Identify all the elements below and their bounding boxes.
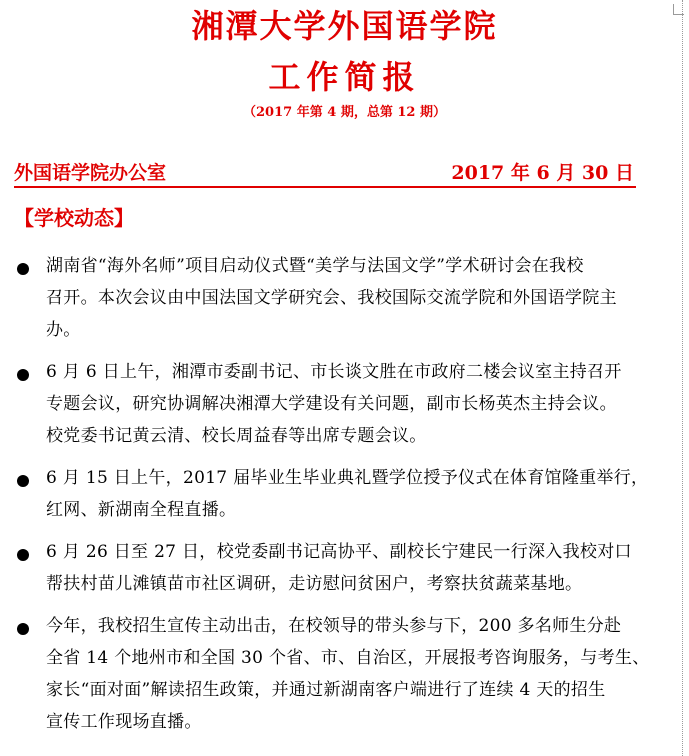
publication-date: 2017 年 6 月 30 日 xyxy=(451,162,634,184)
news-line: 6 月 15 日上午，2017 届毕业生毕业典礼暨学位授予仪式在体育馆隆重举行， xyxy=(46,468,649,488)
office-name: 外国语学院办公室 xyxy=(14,162,167,184)
news-line: 6 月 26 日至 27 日，校党委副书记高协平、副校长宁建民一行深入我校对口 xyxy=(46,542,632,562)
bullet-icon xyxy=(17,475,29,487)
news-line: 召开。本次会议由中国法国文学研究会、我校国际交流学院和外国语学院主 xyxy=(46,288,617,308)
news-line: 校党委书记黄云清、校长周益春等出席专题会议。 xyxy=(46,426,427,446)
newsletter-institution-title: 湘潭大学外国语学院 xyxy=(191,7,498,45)
news-line: 湖南省“海外名师”项目启动仪式暨“美学与法国文学”学术研讨会在我校 xyxy=(46,256,584,276)
news-item-text xyxy=(46,356,663,452)
news-item-text xyxy=(46,462,663,526)
news-line: 宣传工作现场直播。 xyxy=(46,712,202,732)
newsletter-title: 工作简报 xyxy=(268,58,421,96)
issue-number: （2017 年第 4 期，总第 12 期） xyxy=(243,105,446,120)
news-line: 专题会议，研究协调解决湘潭大学建设有关问题，副市长杨英杰主持会议。 xyxy=(46,394,617,414)
news-line: 6 月 6 日上午，湘潭市委副书记、市长谈文胜在市政府二楼会议室主持召开 xyxy=(46,362,622,382)
news-line: 家长“面对面”解读招生政策，并通过新湖南客户端进行了连续 4 天的招生 xyxy=(46,680,606,700)
news-line: 红网、新湖南全程直播。 xyxy=(46,500,237,520)
news-line: 帮扶村苗儿滩镇苗市社区调研，走访慰问贫困户，考察扶贫蔬菜基地。 xyxy=(46,574,583,594)
bullet-icon xyxy=(17,263,29,275)
section-heading-school-news: 【学校动态】 xyxy=(14,206,134,230)
news-line: 办。 xyxy=(46,320,81,340)
news-item-text xyxy=(46,610,663,738)
news-item-text xyxy=(46,250,663,346)
news-item-text xyxy=(46,536,663,600)
bullet-icon xyxy=(17,369,29,381)
news-line: 全省 14 个地州市和全国 30 个省、市、自治区，开展报考咨询服务，与考生、 xyxy=(46,648,650,668)
bullet-icon xyxy=(17,549,29,561)
office-date-line xyxy=(14,160,636,188)
news-line: 今年，我校招生宣传主动出击，在校领导的带头参与下，200 多名师生分赴 xyxy=(46,616,622,636)
bullet-icon xyxy=(17,623,29,635)
